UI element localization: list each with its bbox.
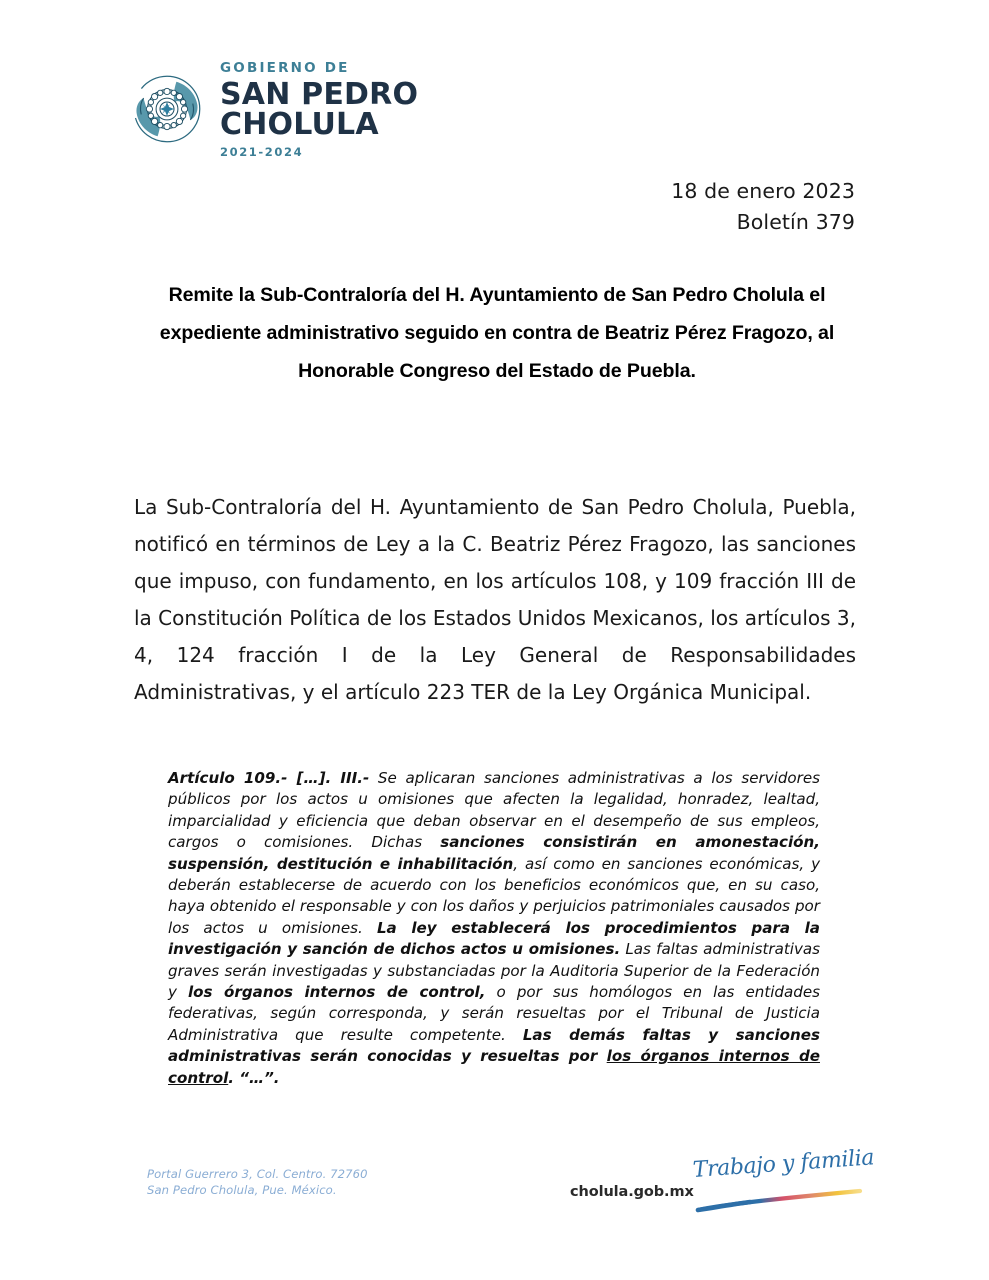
body-paragraph: La Sub-Contraloría del H. Ayuntamiento de San Pedro Cholula, Puebla, notificó en términos de Ley a la C. Beatriz Pérez Fragozo, las sanciones que impuso, con fundamento, en los artículos 108, y 109 fracción III de la Constitución Política de los Estados Unidos Mexicanos, los artículos 3, 4, 124 fracción I de la Ley General de Responsabilidades Administrativas, y el artículo 223 TER de la Ley Orgánica Municipal.	[134, 495, 856, 704]
quote-bold-3: los órganos internos de control,	[188, 983, 486, 1002]
quote-bold-4: Las demás faltas y sanciones administrativas serán conocidas y resueltas por	[168, 1025, 820, 1066]
footer-address-line-1: Portal Guerrero 3, Col. Centro. 72760	[147, 1167, 368, 1181]
quote-segment-1: Se aplicaran sanciones administrativas a los servidores públicos por los actos u omisiones que afecten la legalidad, honradez, lealtad, imparcialidad y eficiencia que deban observar en el desempeño de sus empleos, cargos o comisiones. Dichas	[168, 769, 820, 852]
logo-wordmark	[220, 60, 418, 158]
quote-article-heading: Artículo 109.- […]. III.-	[168, 769, 370, 787]
quote-segment-4: o por sus homólogos en las entidades federativas, según corresponda, y serán resueltas por el Tribunal de Justicia Administrativa que resulte competente.	[168, 983, 820, 1044]
bulletin-number: Boletín 379	[736, 209, 855, 234]
page-title: Remite la Sub-Contraloría del H. Ayuntamiento de San Pedro Cholula el expediente administrativo seguido en contra de Beatriz Pérez Fragozo, al Honorable Congreso del Estado de Puebla.	[159, 284, 835, 383]
quoted-article-block	[168, 768, 820, 1089]
letterhead	[128, 60, 418, 158]
quote-bold-1: sanciones consistirán en amonestación, suspensión, destitución e inhabilitación	[168, 833, 820, 873]
quote-segment-3: Las faltas administrativas graves serán investigadas y substanciadas por la Auditoria Superior de la Federación y	[168, 940, 820, 1002]
logo-gobierno-label: GOBIERNO DE	[220, 60, 350, 76]
footer-website[interactable]: cholula.gob.mx	[570, 1184, 694, 1200]
logo-name-line-1: SAN PEDRO	[220, 76, 419, 112]
quote-bold-4-underlined: los órganos internos de control	[168, 1047, 820, 1087]
logo-name-line-2: CHOLULA	[220, 107, 379, 143]
footer-address	[147, 1166, 368, 1198]
san-pedro-cholula-emblem-icon	[128, 68, 206, 150]
quote-bold-2: La ley establecerá los procedimientos para la investigación y sanción de dichos actos u omisiones.	[168, 918, 820, 959]
slogan-text: Trabajo y familia	[692, 1145, 875, 1183]
quote-segment-5: . “…”.	[228, 1068, 280, 1087]
trabajo-y-familia-logo	[692, 1145, 875, 1214]
bulletin-date: 18 de enero 2023	[671, 179, 855, 203]
logo-municipality-name	[220, 76, 419, 143]
quote-segment-2: , así como en sanciones económicas, y deberán establecerse de acuerdo con los beneficios económicos que, en su caso, haya obtenido el responsable y con los daños y perjuicios patrimoniales causados por los actos u omisiones.	[168, 854, 821, 937]
logo-term-years: 2021-2024	[220, 144, 304, 159]
footer-address-line-2: San Pedro Cholula, Pue. México.	[147, 1183, 337, 1197]
dateline	[671, 176, 855, 238]
